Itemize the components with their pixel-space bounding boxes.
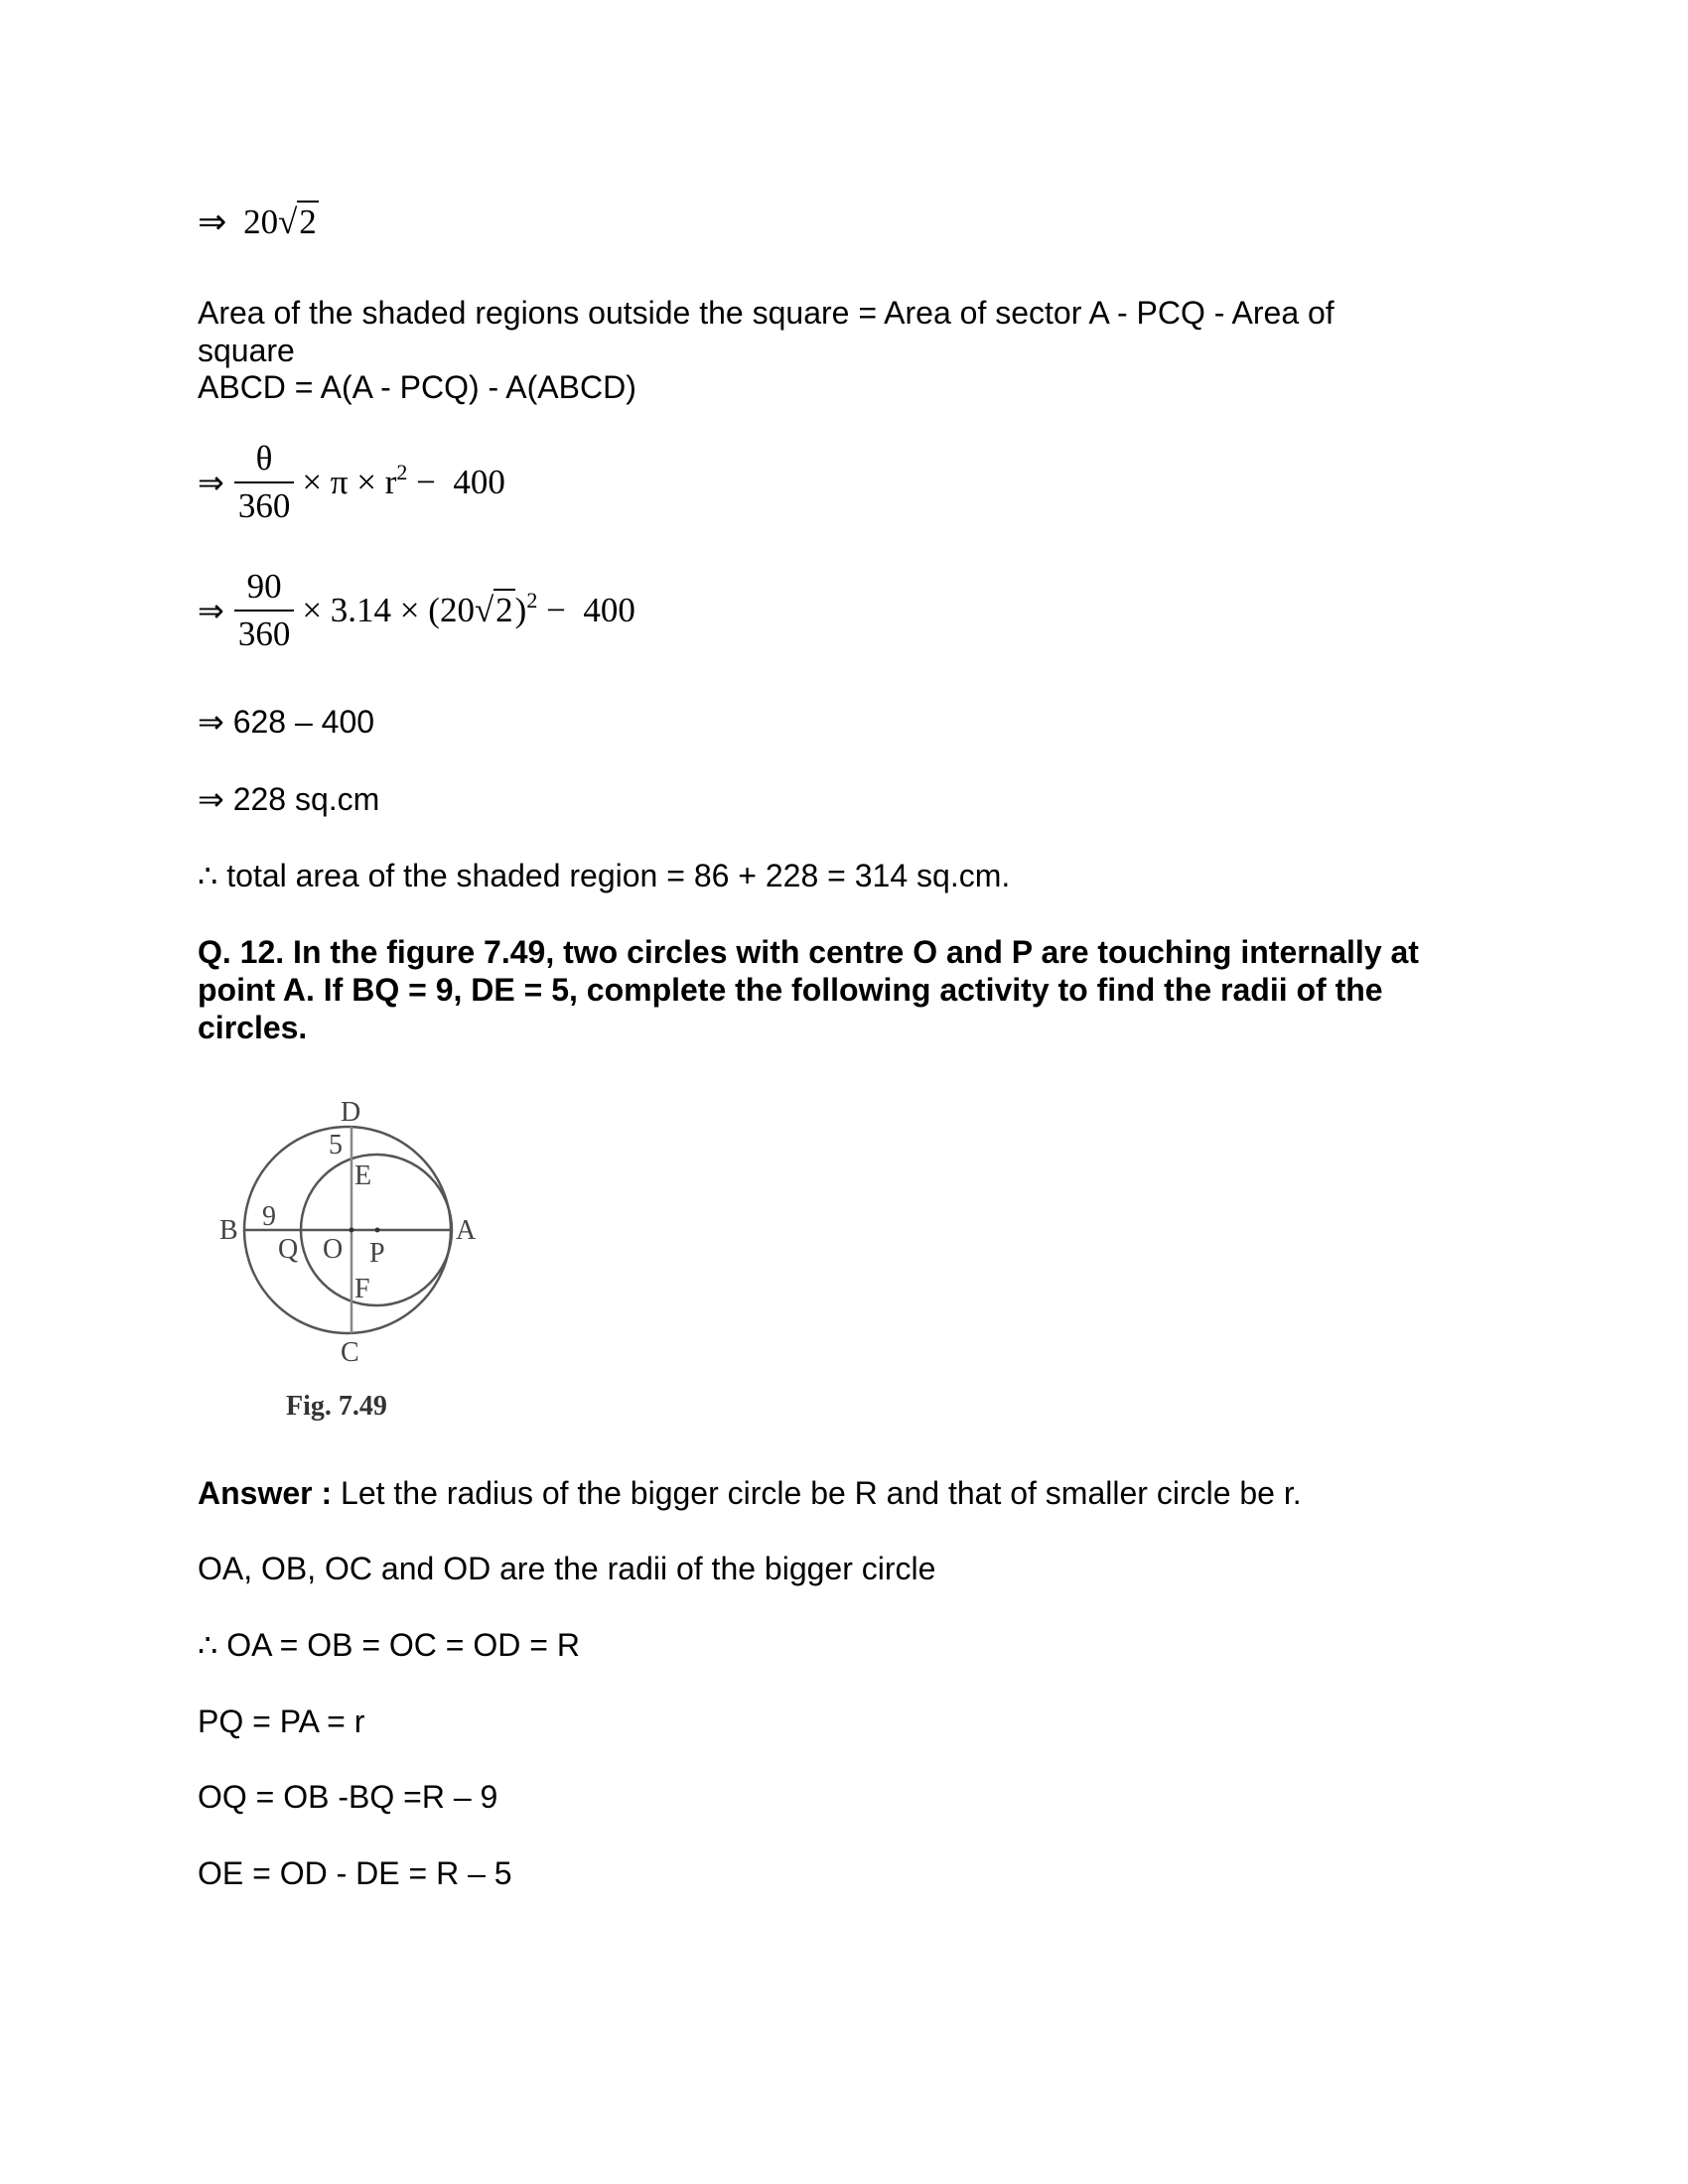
implies-arrow: ⇒	[198, 465, 224, 500]
exponent: 2	[526, 588, 538, 613]
equation-sector-formula	[198, 439, 505, 525]
expression	[302, 460, 505, 501]
text-line: ⇒ 628 – 400	[198, 704, 375, 740]
text-line: square	[198, 333, 295, 368]
numerator: 90	[234, 570, 295, 612]
expression-part: )	[514, 591, 527, 629]
label-d: D	[341, 1097, 361, 1128]
expression-part: − 400	[407, 463, 505, 501]
answer-text: Let the radius of the bigger circle be R and that of smaller circle be r.	[332, 1475, 1302, 1511]
label-p: P	[369, 1238, 385, 1269]
expression-part: × π × r	[302, 463, 397, 501]
answer-line: OA, OB, OC and OD are the radii of the bigger circle	[198, 1551, 936, 1586]
answer-line: ∴ OA = OB = OC = OD = R	[198, 1627, 580, 1663]
expression	[302, 588, 635, 629]
radicand: 2	[495, 591, 513, 629]
answer-line: OE = OD - DE = R – 5	[198, 1855, 512, 1891]
label-b: B	[219, 1215, 238, 1246]
denominator: 360	[237, 486, 291, 525]
label-a: A	[456, 1215, 477, 1246]
coefficient: 20	[243, 203, 279, 241]
text-line: Area of the shaded regions outside the square = Area of sector A - PCQ - Area of	[198, 295, 1335, 331]
radicand: 2	[299, 203, 317, 241]
text-line: ABCD = A(A - PCQ) - A(ABCD)	[198, 369, 636, 405]
question-line: point A. If BQ = 9, DE = 5, complete the following activity to find the radii of the	[198, 972, 1383, 1008]
exponent: 2	[396, 460, 408, 484]
answer-label: Answer :	[198, 1475, 333, 1511]
question-line: Q. 12. In the figure 7.49, two circles with centre O and P are touching internally at	[198, 934, 1419, 970]
label-five: 5	[329, 1130, 343, 1160]
centre-p	[375, 1228, 380, 1233]
numerator: θ	[234, 442, 295, 483]
centre-o	[350, 1228, 354, 1233]
expression-part: − 400	[537, 591, 635, 629]
fraction	[234, 439, 295, 525]
answer-line: PQ = PA = r	[198, 1704, 365, 1739]
expression-part: × 3.14 × (20	[302, 591, 475, 629]
text-line: ∴ total area of the shaded region = 86 + 228 = 314 sq.cm.	[198, 858, 1011, 893]
square-root: √2	[278, 203, 317, 241]
square-root: √2	[474, 591, 513, 629]
result-line-20-root-2	[198, 204, 319, 241]
answer-line: OQ = OB -BQ =R – 9	[198, 1779, 498, 1815]
label-f: F	[354, 1274, 370, 1304]
figure-7-49	[204, 1087, 501, 1434]
implies-arrow: ⇒	[198, 593, 224, 628]
fraction	[234, 567, 295, 653]
label-o: O	[323, 1234, 344, 1265]
answer-line	[198, 1474, 1302, 1512]
equation-substituted	[198, 567, 635, 653]
question-line: circles.	[198, 1010, 308, 1045]
label-nine: 9	[262, 1201, 276, 1232]
text-line: ⇒ 228 sq.cm	[198, 781, 380, 817]
implies-arrow: ⇒	[198, 203, 227, 241]
denominator: 360	[237, 614, 291, 653]
figure-caption: Fig. 7.49	[286, 1391, 387, 1422]
label-c: C	[341, 1337, 359, 1368]
label-q: Q	[278, 1234, 299, 1265]
label-e: E	[354, 1160, 372, 1191]
